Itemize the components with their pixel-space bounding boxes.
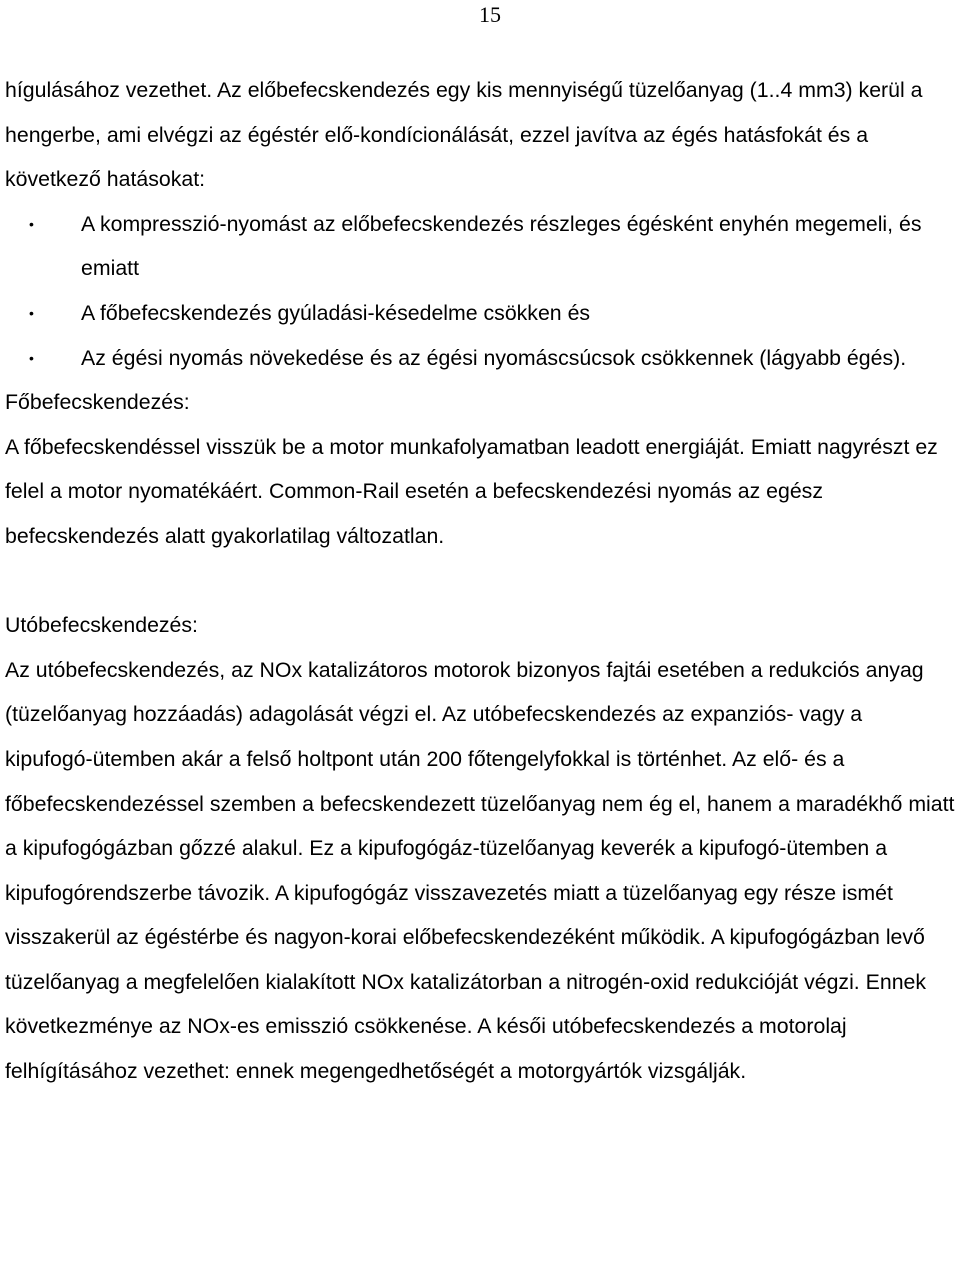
page-number: 15: [479, 2, 501, 27]
post-injection-paragraph: Az utóbefecskendezés, az NOx katalizátoros motorok bizonyos fajtái esetében a redukciós anyag (tüzelőanyag hozzáadás) adagolását végzi el. Az utóbefecskendezés az expanziós- vagy a kipufogó-ütemben akár a felső holtpont után 200 főtengelyfokkal is történhet. Az elő- és a főbefecskendezéssel szemben a befecskendezett tüzelőanyag nem ég el, hanem a maradékhő miatt a kipufogógázban gőzzé alakul. Ez a kipufogógáz-tüzelőanyag keverék a kipufogó-ütemben a kipufogórendszerbe távozik. A kipufogógáz visszavezetés miatt a tüzelőanyag egy része ismét visszakerül az égéstérbe és nagyon-korai előbefecskendezéként működik. A kipufogógázban levő tüzelőanyag a megfelelően kialakított NOx katalizátorban a nitrogén-oxid redukcióját végzi. Ennek következménye az NOx-es emisszió csökkenése. A késői utóbefecskendezés a motorolaj felhígításához vezethet: ennek megengedhetőségét a motorgyártók vizsgálják.: [5, 657, 955, 1084]
bullet-icon: •: [29, 349, 34, 366]
list-item: [5, 291, 955, 336]
list-item-text: Az égési nyomás növekedése és az égési nyomáscsúcsok csökkennek (lágyabb égés).: [81, 345, 907, 370]
main-injection-paragraph: A főbefecskendéssel visszük be a motor munkafolyamatban leadott energiáját. Emiatt nagyrészt ez felel a motor nyomatékáért. Common-Rail esetén a befecskendezési nyomás az egész befecskendezés alatt gyakorlatilag változatlan.: [5, 434, 938, 548]
intro-paragraph: hígulásához vezethet. Az előbefecskendezés egy kis mennyiségű tüzelőanyag (1..4 mm3) kerül a hengerbe, ami elvégzi az égéstér elő-kondícionálását, ezzel javítva az égés hatásfokát és a következő hatásokat:: [5, 78, 923, 192]
list-item: [5, 336, 955, 381]
effects-list: [5, 202, 955, 380]
bullet-icon: •: [29, 215, 34, 232]
main-injection-heading: Főbefecskendezés:: [5, 390, 190, 415]
list-item-text: A főbefecskendezés gyúladási-késedelme csökken és: [81, 300, 591, 325]
list-item: [5, 202, 955, 291]
bullet-icon: •: [29, 304, 34, 321]
paragraph-spacer: [5, 559, 955, 604]
post-injection-heading: Utóbefecskendezés:: [5, 613, 198, 638]
document-body: [5, 68, 955, 1094]
list-item-text: A kompresszió-nyomást az előbefecskendezés részleges égésként enyhén megemeli, és emiatt: [81, 211, 922, 281]
